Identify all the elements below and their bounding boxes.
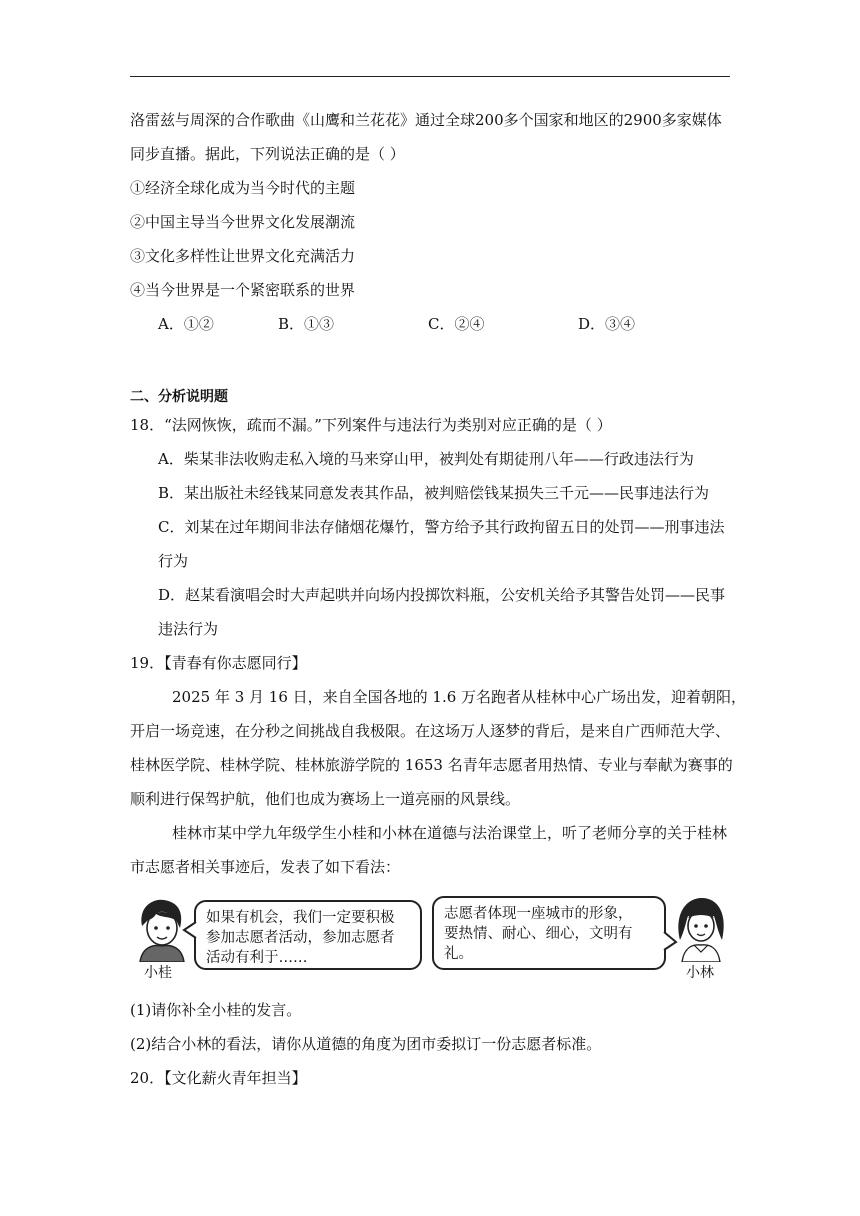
q17-option-a[interactable]: A．①②: [158, 315, 214, 333]
q17-stem-line1: 洛雷兹与周深的合作歌曲《山鹰和兰花花》通过全球200多个国家和地区的2900多家媒体: [130, 111, 722, 129]
girl-avatar: [672, 894, 730, 962]
q19-para1-line4: 顺利进行保驾护航，他们也成为赛场上一道亮丽的风景线。: [130, 790, 521, 808]
right-bubble-line3: 礼。: [444, 946, 473, 962]
right-speech-bubble: [432, 896, 666, 970]
q19-para1-line2: 开启一场竞速，在分秒之间挑战自我极限。在这场万人逐梦的背后，是来自广西师范大学、: [130, 722, 731, 740]
left-bubble-line2: 参加志愿者活动，参加志愿者: [206, 930, 395, 946]
q17-stem-line2: 同步直播。据此，下列说法正确的是（ ）: [130, 145, 405, 163]
q18-option-a[interactable]: A．柴某非法收购走私入境的马来穿山甲，被判处有期徒刑八年——行政违法行为: [158, 450, 694, 468]
q19-sub2: (2)结合小林的看法，请你从道德的角度为团市委拟订一份志愿者标准。: [130, 1035, 602, 1053]
q17-statement-3: ③文化多样性让世界文化充满活力: [130, 247, 356, 265]
right-speaker-name: 小林: [686, 965, 714, 981]
q19-title: 19．【青春有你志愿同行】: [130, 654, 307, 672]
q19-para1-line3: 桂林医学院、桂林学院、桂林旅游学院的 1653 名青年志愿者用热情、专业与奉献为赛事的: [130, 756, 733, 774]
right-bubble-line1: 志愿者体现一座城市的形象，: [444, 906, 633, 922]
q17-statement-4: ④当今世界是一个紧密联系的世界: [130, 281, 356, 299]
left-bubble-line3: 活动有利于……: [206, 950, 308, 966]
q18-option-c-line2: 行为: [158, 552, 189, 570]
q19-para2-line1: 桂林市某中学九年级学生小桂和小林在道德与法治课堂上，听了老师分享的关于桂林: [172, 824, 728, 842]
q17-statement-1: ①经济全球化成为当今时代的主题: [130, 179, 356, 197]
q17-option-d[interactable]: D．③④: [578, 315, 636, 333]
q20-title: 20．【文化薪火青年担当】: [130, 1069, 307, 1087]
q17-statement-2: ②中国主导当今世界文化发展潮流: [130, 213, 356, 231]
right-bubble-line2: 要热情、耐心、细心，文明有: [444, 926, 633, 942]
q18-stem: 18．“法网恢恢，疏而不漏。”下列案件与违法行为类别对应正确的是（ ）: [130, 416, 612, 434]
left-bubble-tail: [182, 920, 198, 940]
q18-option-b[interactable]: B．某出版社未经钱某同意发表其作品，被判赔偿钱某损失三千元——民事违法行为: [158, 484, 710, 502]
q18-option-c-line1[interactable]: C．刘某在过年期间非法存储烟花爆竹，警方给予其行政拘留五日的处罚——刑事违法: [158, 518, 725, 536]
q17-option-b[interactable]: B．①③: [278, 315, 335, 333]
left-bubble-line1: 如果有机会，我们一定要积极: [206, 910, 395, 926]
section-title: 二、分析说明题: [130, 389, 228, 405]
q19-para2-line2: 市志愿者相关事迹后，发表了如下看法：: [130, 858, 401, 876]
left-speaker-name: 小桂: [144, 965, 172, 981]
q18-option-d-line2: 违法行为: [158, 620, 219, 638]
header-rule: [130, 76, 730, 77]
q17-option-c[interactable]: C．②④: [428, 315, 485, 333]
q18-option-d-line1[interactable]: D．赵某看演唱会时大声起哄并向场内投掷饮料瓶，公安机关给予其警告处罚——民事: [158, 586, 726, 604]
left-speech-bubble: [194, 900, 422, 970]
q19-para1-line1: 2025 年 3 月 16 日，来自全国各地的 1.6 万名跑者从桂林中心广场出发，迎着朝阳，: [172, 688, 747, 706]
q19-sub1: (1)请你补全小桂的发言。: [130, 1001, 302, 1019]
